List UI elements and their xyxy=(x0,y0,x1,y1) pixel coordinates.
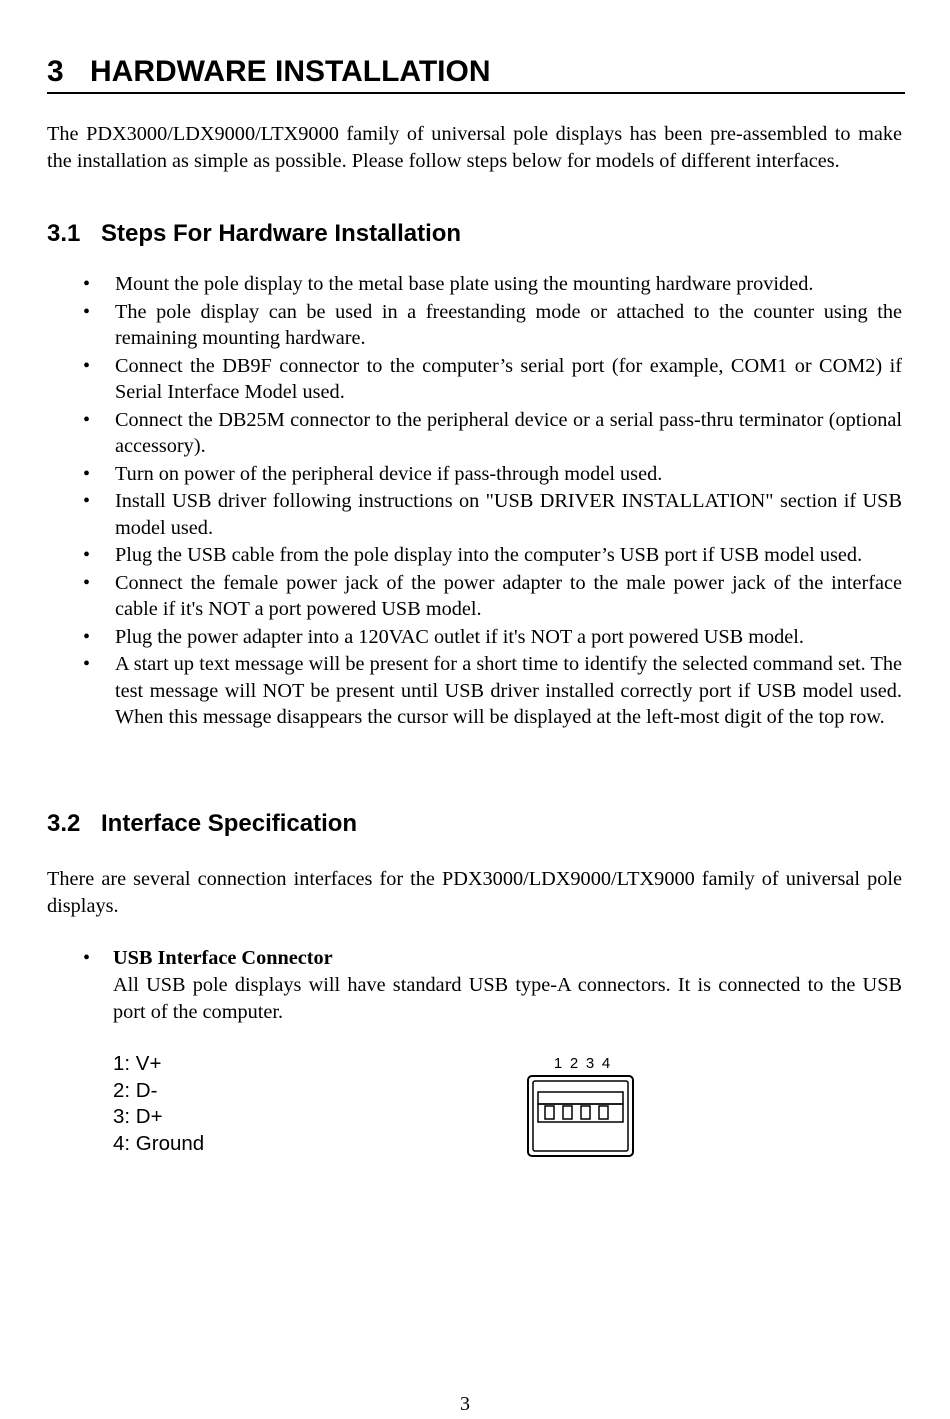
usb-type-a-connector-diagram xyxy=(524,1050,639,1162)
connector-pin xyxy=(581,1106,590,1119)
subsection-1-title: Steps For Hardware Installation xyxy=(101,220,462,247)
pin-item: 2: D- xyxy=(113,1078,158,1102)
bullet-icon: • xyxy=(83,947,91,969)
section-number: 3 xyxy=(47,55,64,88)
bullet-icon: • xyxy=(83,354,91,377)
bullet-icon: • xyxy=(83,300,91,323)
pin-number-label: 3 xyxy=(585,1055,595,1072)
section-title: HARDWARE INSTALLATION xyxy=(90,55,491,88)
list-item: • Mount the pole display to the metal base plate using the mounting hardware provided. xyxy=(0,271,902,298)
usb-interface-title: USB Interface Connector xyxy=(113,947,333,969)
bullet-icon: • xyxy=(83,625,91,648)
list-item: • Connect the DB9F connector to the computer’s serial port (for example, COM1 or COM2) if Serial Interface Model used. xyxy=(83,354,902,403)
bullet-icon: • xyxy=(83,462,91,485)
page-number: 3 xyxy=(460,1393,470,1415)
bullet-icon: • xyxy=(83,571,91,594)
pin-number-label: 4 xyxy=(601,1055,611,1072)
bullet-icon: • xyxy=(83,653,91,675)
connector-pin xyxy=(563,1106,572,1119)
connector-tongue-top xyxy=(538,1092,623,1104)
subsection-2-title: Interface Specification xyxy=(101,810,358,837)
list-item: • Connect the DB25M connector to the peripheral device or a serial pass-thru terminator (optional accessory). xyxy=(83,408,902,457)
bullet-icon: • xyxy=(83,273,91,295)
section-intro: The PDX3000/LDX9000/LTX9000 family of universal pole displays has been pre-assembled to make the installation as simple as possible. Please follow steps below for models of different interfaces. xyxy=(47,123,902,172)
usb-interface-text: All USB pole displays will have standard USB type-A connectors. It is connected to the USB port of the computer. xyxy=(113,974,902,1023)
bullet-icon: • xyxy=(83,544,91,566)
pin-item: 4: Ground xyxy=(113,1131,205,1155)
subsection-2-number: 3.2 xyxy=(47,810,81,837)
list-item: • The pole display can be used in a freestanding mode or attached to the counter using the remaining mounting hardware. xyxy=(83,300,902,349)
pin-item: 3: D+ xyxy=(113,1105,163,1128)
subsection-2-heading xyxy=(47,809,357,839)
connector-pin xyxy=(599,1106,608,1119)
list-item: • Connect the female power jack of the power adapter to the male power jack of the interface cable if it's NOT a port powered USB model. xyxy=(83,571,902,620)
pin-item: 1: V+ xyxy=(113,1052,162,1075)
bullet-icon: • xyxy=(83,408,91,431)
subsection-1-number: 3.1 xyxy=(47,220,81,247)
pin-number-label: 2 xyxy=(569,1055,579,1072)
section-heading xyxy=(47,52,905,94)
list-item: • A start up text message will be present for a short time to identify the selected command set. The test message will NOT be present until USB driver installed correctly port if USB model used. When this message disappears the cursor will be displayed at the left-most digit of the top row. xyxy=(83,653,902,728)
subsection-1-heading xyxy=(47,219,461,249)
list-item: • Turn on power of the peripheral device if pass-through model used. xyxy=(0,461,902,488)
pin-number-label: 1 xyxy=(553,1055,563,1072)
list-item: • Plug the USB cable from the pole display into the computer’s USB port if USB model used. xyxy=(0,542,902,569)
list-item: • Install USB driver following instructions on "USB DRIVER INSTALLATION" section if USB model used. xyxy=(83,490,902,539)
usb-pinout-list xyxy=(113,1051,204,1157)
bullet-icon: • xyxy=(83,490,91,512)
list-item: • Plug the power adapter into a 120VAC outlet if it's NOT a port powered USB model. xyxy=(0,624,902,651)
installation-steps-list xyxy=(0,271,902,731)
subsection-2-intro: There are several connection interfaces for the PDX3000/LDX9000/LTX9000 family of universal pole displays. xyxy=(47,868,902,917)
connector-pin xyxy=(545,1106,554,1119)
